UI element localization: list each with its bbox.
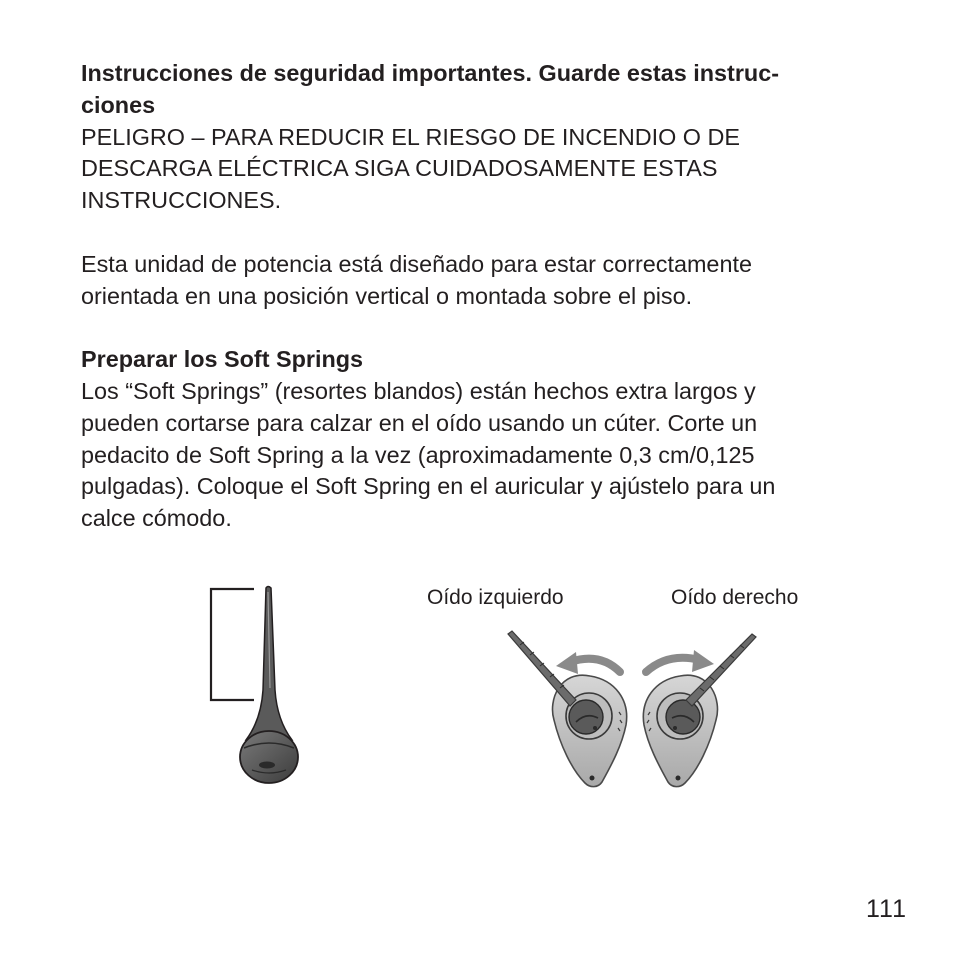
page-number: 111 (866, 895, 908, 923)
soft-springs-line: calce cómodo. (81, 505, 232, 532)
left-earpiece-icon (508, 631, 627, 787)
right-ear-caption: Oído derecho (671, 586, 799, 609)
length-bracket (211, 589, 254, 700)
orientation-line: Esta unidad de potencia está diseñado para estar correctamente (81, 250, 752, 277)
soft-springs-line: Los “Soft Springs” (resortes blandos) están hechos extra largos y (81, 377, 756, 404)
soft-spring-icon (240, 587, 298, 784)
soft-springs-heading: Preparar los Soft Springs (81, 346, 364, 373)
orientation-line: orientada en una posición vertical o montada sobre el piso. (81, 282, 693, 309)
safety-heading-continued: ciones (81, 91, 156, 118)
soft-springs-line: pulgadas). Coloque el Soft Spring en el auricular y ajústelo para un (81, 473, 776, 500)
soft-springs-line: pueden cortarse para calzar en el oído usando un cúter. Corte un (81, 409, 758, 436)
soft-springs-line: pedacito de Soft Spring a la vez (aproximadamente 0,3 cm/0,125 (81, 441, 755, 468)
warning-line: PELIGRO – PARA REDUCIR EL RIESGO DE INCENDIO O DE (81, 123, 740, 150)
warning-line: INSTRUCCIONES. (81, 187, 282, 214)
warning-line: DESCARGA ELÉCTRICA SIGA CUIDADOSAMENTE ESTAS (81, 155, 718, 182)
safety-heading: Instrucciones de seguridad importantes. Guarde estas instruc- (81, 60, 780, 86)
rotate-left-arrow-icon (556, 652, 620, 674)
rotate-right-arrow-icon (646, 650, 714, 672)
left-ear-caption: Oído izquierdo (427, 586, 564, 609)
